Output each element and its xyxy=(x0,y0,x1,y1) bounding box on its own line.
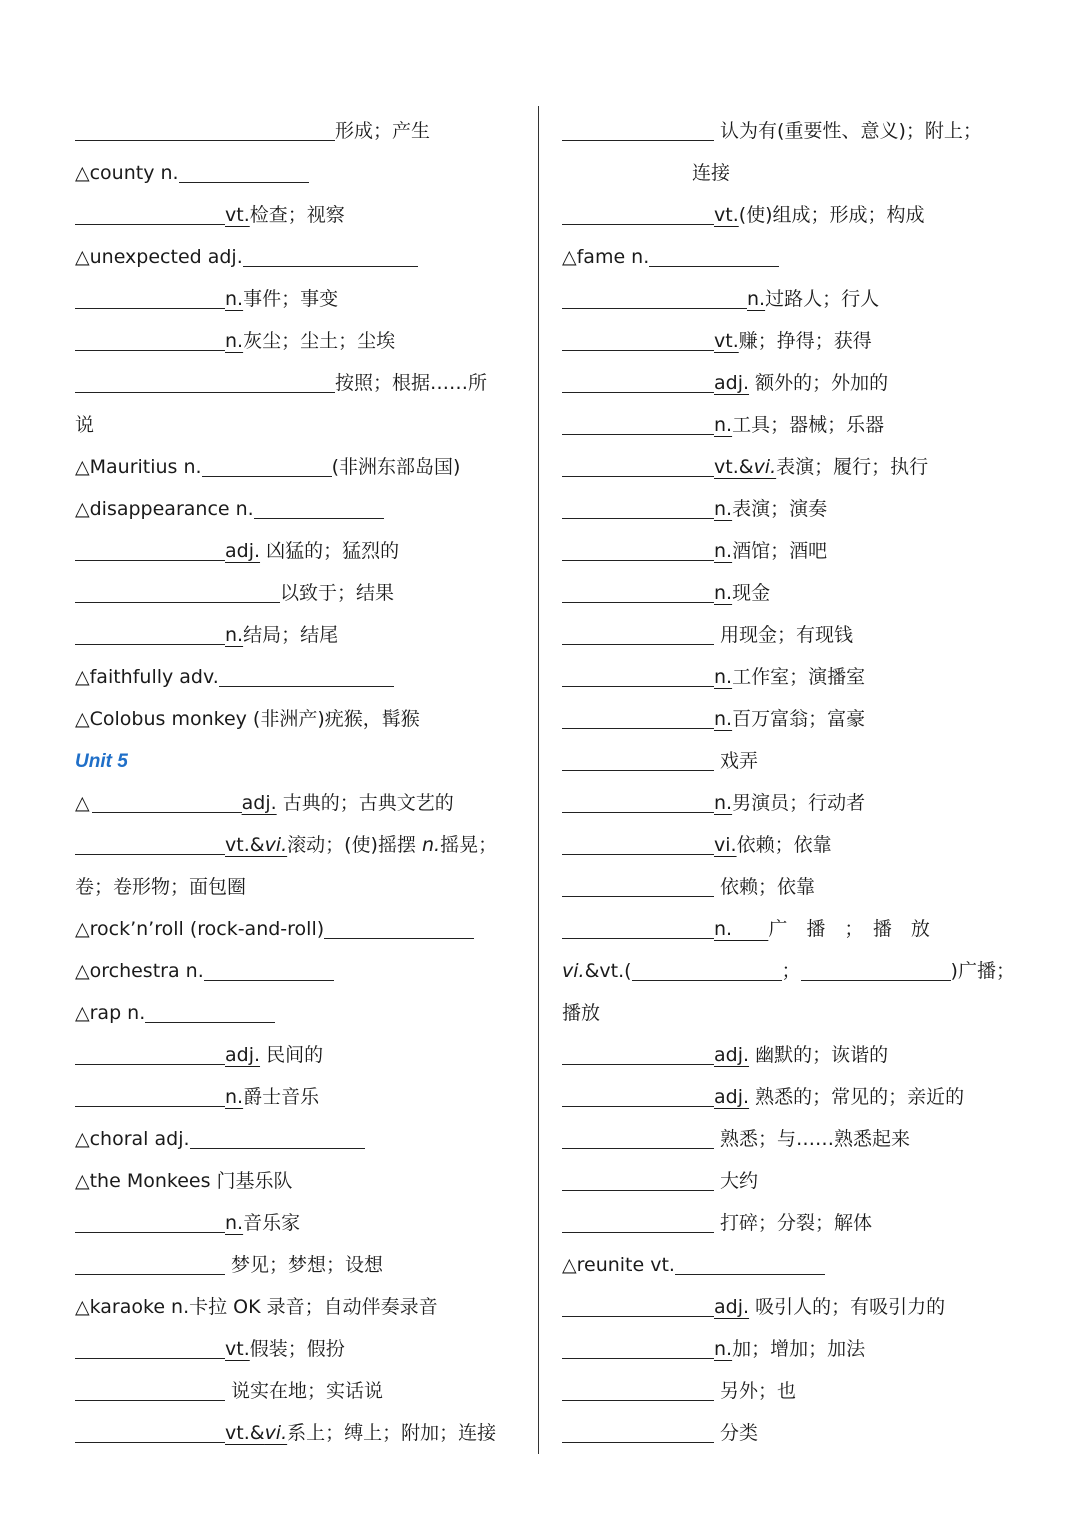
answer-blank[interactable] xyxy=(562,1332,714,1359)
definition-text: 音乐家 xyxy=(243,1212,301,1234)
answer-blank[interactable] xyxy=(75,1332,225,1359)
definition-text: 说 xyxy=(75,414,95,436)
column-divider xyxy=(538,106,539,1454)
part-of-speech: adj. xyxy=(714,1296,750,1318)
answer-blank[interactable] xyxy=(562,114,714,141)
answer-blank[interactable] xyxy=(562,1122,714,1149)
part-of-speech: n. xyxy=(225,330,244,352)
definition-text: 熟悉的；常见的；亲近的 xyxy=(749,1086,965,1108)
definition-text: 播放 xyxy=(562,1002,601,1024)
answer-blank[interactable] xyxy=(75,282,225,309)
definition-text: △Colobus monkey (非洲产)疣猴，髯猴 xyxy=(75,708,420,730)
part-of-speech: adj. xyxy=(714,1086,750,1108)
vocab-line xyxy=(75,278,525,320)
part-of-speech: adj. xyxy=(225,1044,261,1066)
vocab-word: △Mauritius n. xyxy=(75,456,202,478)
vocab-word: △county n. xyxy=(75,162,179,184)
answer-blank[interactable] xyxy=(75,1248,225,1275)
vocab-line xyxy=(562,1160,1012,1202)
answer-blank[interactable] xyxy=(75,576,280,603)
answer-blank[interactable] xyxy=(632,954,782,981)
vocab-line xyxy=(75,1160,525,1202)
vocab-word: △faithfully adv. xyxy=(75,666,219,688)
definition-text: 打碎；分裂；解体 xyxy=(714,1212,873,1234)
definition-text: 检查；视察 xyxy=(249,204,345,226)
part-of-speech: adj. xyxy=(714,372,750,394)
answer-blank[interactable] xyxy=(649,240,779,267)
part-of-speech: adj. xyxy=(241,792,277,814)
definition-text: 广 播 ； 播 放 xyxy=(768,918,930,940)
vocab-line xyxy=(75,1286,525,1328)
definition-text: 摇晃； xyxy=(440,834,498,856)
definition-text: △karaoke n.卡拉 OK 录音；自动伴奏录音 xyxy=(75,1296,438,1318)
vocab-line xyxy=(562,1370,1012,1412)
definition-text: 加；增加；加法 xyxy=(732,1338,866,1360)
vocab-word: △disappearance n. xyxy=(75,498,254,520)
answer-blank[interactable] xyxy=(202,450,332,477)
vocab-line xyxy=(75,530,525,572)
vocab-word: △fame n. xyxy=(562,246,650,268)
vocab-line xyxy=(75,1412,525,1454)
vocab-line xyxy=(562,362,1012,404)
definition-text: 民间的 xyxy=(260,1044,324,1066)
part-of-speech: vt.&vi. xyxy=(225,834,288,856)
vocab-word: △unexpected adj. xyxy=(75,246,243,268)
vocab-line xyxy=(75,698,525,740)
vocab-word: △reunite vt. xyxy=(562,1254,675,1276)
vocab-line xyxy=(75,782,525,824)
vocab-line xyxy=(562,614,1012,656)
part-of-speech: n. xyxy=(225,1212,244,1234)
vocab-line xyxy=(75,1118,525,1160)
answer-blank[interactable] xyxy=(562,1416,714,1443)
definition-text: 梦见；梦想；设想 xyxy=(225,1254,384,1276)
vocab-line xyxy=(75,866,525,908)
answer-blank[interactable] xyxy=(75,1080,225,1107)
definition-text: 用现金；有现钱 xyxy=(714,624,854,646)
definition-text: 以致于；结果 xyxy=(280,582,395,604)
definition-text: 事件；事变 xyxy=(243,288,339,310)
part-of-speech: n. xyxy=(747,288,766,310)
vocab-line xyxy=(562,1034,1012,1076)
vocab-line xyxy=(562,1286,1012,1328)
vocab-line xyxy=(75,908,525,950)
part-of-speech: vt. xyxy=(714,204,739,226)
definition-text: 表演；履行；执行 xyxy=(776,456,929,478)
vocab-line xyxy=(75,824,525,866)
answer-blank[interactable] xyxy=(145,996,275,1023)
answer-blank[interactable] xyxy=(562,198,714,225)
definition-text: 现金 xyxy=(732,582,771,604)
definition-text: 过路人；行人 xyxy=(765,288,880,310)
definition-text: 爵士音乐 xyxy=(243,1086,320,1108)
definition-text: 大约 xyxy=(714,1170,759,1192)
answer-blank[interactable] xyxy=(562,366,714,393)
answer-blank[interactable] xyxy=(243,240,418,267)
answer-blank[interactable] xyxy=(92,786,242,813)
definition-text: 假装；假扮 xyxy=(249,1338,345,1360)
answer-blank[interactable] xyxy=(562,1206,714,1233)
vocab-line xyxy=(75,656,525,698)
definition-text: 形成；产生 xyxy=(335,120,431,142)
answer-blank[interactable] xyxy=(75,1038,225,1065)
answer-blank[interactable] xyxy=(75,324,225,351)
answer-blank[interactable] xyxy=(562,618,714,645)
answer-blank[interactable] xyxy=(675,1248,825,1275)
vocab-line xyxy=(75,446,525,488)
vocab-line xyxy=(75,614,525,656)
vocab-line xyxy=(562,320,1012,362)
definition-text: 男演员；行动者 xyxy=(732,792,866,814)
answer-blank[interactable] xyxy=(75,1416,225,1443)
answer-blank[interactable] xyxy=(75,1374,225,1401)
vocab-line xyxy=(562,152,1012,194)
vocab-line xyxy=(75,1076,525,1118)
definition-text: 滚动；(使)摇摆 xyxy=(287,834,422,856)
definition-text: 凶猛的；猛烈的 xyxy=(260,540,400,562)
definition-text: (非洲东部岛国) xyxy=(331,456,461,478)
vocab-line xyxy=(75,488,525,530)
part-of-speech: vt. xyxy=(225,204,250,226)
definition-text: 幽默的；诙谐的 xyxy=(749,1044,889,1066)
part-of-speech: n. xyxy=(225,1086,244,1108)
answer-blank[interactable] xyxy=(562,828,714,855)
answer-blank[interactable] xyxy=(562,870,714,897)
definition-text: 额外的；外加的 xyxy=(749,372,889,394)
definition-text: 依赖；依靠 xyxy=(736,834,832,856)
vocab-line xyxy=(75,1370,525,1412)
part-of-speech: n. xyxy=(714,540,733,562)
vocab-line xyxy=(75,152,525,194)
vocab-line xyxy=(562,572,1012,614)
vocab-word: △rock’n’roll (rock-and-roll) xyxy=(75,918,325,940)
vocab-line xyxy=(562,194,1012,236)
answer-blank[interactable] xyxy=(562,702,714,729)
part-of-speech: n. xyxy=(714,918,769,940)
part-of-speech: n. xyxy=(714,1338,733,1360)
answer-blank[interactable] xyxy=(75,198,225,225)
definition-text: 酒馆；酒吧 xyxy=(732,540,828,562)
answer-blank[interactable] xyxy=(562,912,714,939)
part-of-speech: adj. xyxy=(225,540,261,562)
answer-blank[interactable] xyxy=(562,1374,714,1401)
definition-text: 连接 xyxy=(692,162,731,184)
answer-blank[interactable] xyxy=(75,534,225,561)
part-of-speech: vt. xyxy=(714,330,739,352)
vocab-line xyxy=(562,992,1012,1034)
definition-text: 熟悉；与……熟悉起来 xyxy=(714,1128,911,1150)
vocab-line xyxy=(562,866,1012,908)
answer-blank[interactable] xyxy=(801,954,951,981)
vocab-line xyxy=(75,320,525,362)
vocab-line xyxy=(562,656,1012,698)
vocab-line xyxy=(75,950,525,992)
answer-blank[interactable] xyxy=(179,156,309,183)
vocab-line xyxy=(75,110,525,152)
definition-text: 结局；结尾 xyxy=(243,624,339,646)
triangle-marker: △ xyxy=(75,792,90,814)
definition-text: 另外；也 xyxy=(714,1380,797,1402)
answer-blank[interactable] xyxy=(562,660,714,687)
separator-text: ； xyxy=(781,960,801,982)
part-of-speech: vt.&vi. xyxy=(225,1422,288,1444)
part-of-speech: n. xyxy=(714,792,733,814)
vocab-line xyxy=(562,110,1012,152)
definition-text: 卷；卷形物；面包圈 xyxy=(75,876,247,898)
definition-text: )广播； xyxy=(950,960,1015,982)
definition-text: 说实在地；实话说 xyxy=(225,1380,384,1402)
answer-blank[interactable] xyxy=(204,954,334,981)
answer-blank[interactable] xyxy=(562,282,747,309)
answer-blank[interactable] xyxy=(562,786,714,813)
vocab-line xyxy=(562,740,1012,782)
part-of-speech: n. xyxy=(225,624,244,646)
definition-text: &vt.( xyxy=(584,960,632,982)
vocab-line xyxy=(562,530,1012,572)
definition-text: △the Monkees 门基乐队 xyxy=(75,1170,293,1192)
vocab-line xyxy=(75,1244,525,1286)
part-of-speech: n. xyxy=(714,498,733,520)
part-of-speech: n. xyxy=(225,288,244,310)
vocab-line xyxy=(562,1118,1012,1160)
answer-blank[interactable] xyxy=(219,660,394,687)
answer-blank[interactable] xyxy=(562,1290,714,1317)
vocab-line xyxy=(75,404,525,446)
answer-blank[interactable] xyxy=(562,534,714,561)
vocab-line xyxy=(562,446,1012,488)
left-column xyxy=(75,110,525,1454)
answer-blank[interactable] xyxy=(75,618,225,645)
vocab-line xyxy=(562,1244,1012,1286)
vocab-line xyxy=(75,992,525,1034)
definition-text: 古典的；古典文艺的 xyxy=(276,792,454,814)
answer-blank[interactable] xyxy=(75,828,225,855)
answer-blank[interactable] xyxy=(75,1206,225,1233)
answer-blank[interactable] xyxy=(562,1038,714,1065)
vocab-line xyxy=(562,950,1015,992)
vocab-line xyxy=(562,404,1012,446)
vocab-line xyxy=(562,1202,1012,1244)
part-of-speech: vt. xyxy=(225,1338,250,1360)
definition-text: 系上；缚上；附加；连接 xyxy=(287,1422,497,1444)
part-of-speech: n. xyxy=(714,708,733,730)
vocab-line xyxy=(75,362,525,404)
vocab-line xyxy=(562,698,1012,740)
vocab-line xyxy=(562,236,1012,278)
answer-blank[interactable] xyxy=(562,450,714,477)
vocab-line xyxy=(75,572,525,614)
definition-text: 工作室；演播室 xyxy=(732,666,866,688)
definition-text: 分类 xyxy=(714,1422,759,1444)
definition-text: 工具；器械；乐器 xyxy=(732,414,885,436)
vocab-line xyxy=(562,488,1012,530)
answer-blank[interactable] xyxy=(75,366,335,393)
answer-blank[interactable] xyxy=(190,1122,365,1149)
part-of-speech: n. xyxy=(714,582,733,604)
answer-blank[interactable] xyxy=(562,492,714,519)
vocab-line xyxy=(75,1202,525,1244)
answer-blank[interactable] xyxy=(562,408,714,435)
vocab-word: △choral adj. xyxy=(75,1128,190,1150)
vocab-line xyxy=(562,782,1012,824)
part-of-speech-inline: vi. xyxy=(562,960,585,982)
answer-blank[interactable] xyxy=(562,1080,714,1107)
vocab-line xyxy=(562,824,1012,866)
vocab-line xyxy=(562,278,1012,320)
part-of-speech: n. xyxy=(714,666,733,688)
vocab-word: △orchestra n. xyxy=(75,960,204,982)
definition-text: (使)组成；形成；构成 xyxy=(738,204,925,226)
definition-text: 百万富翁；富豪 xyxy=(732,708,866,730)
answer-blank[interactable] xyxy=(562,576,714,603)
vocab-line xyxy=(75,236,525,278)
answer-blank[interactable] xyxy=(75,114,335,141)
answer-blank[interactable] xyxy=(324,912,474,939)
part-of-speech: vt.&vi. xyxy=(714,456,777,478)
vocab-line xyxy=(562,908,1012,950)
part-of-speech-inline: n. xyxy=(422,834,441,856)
answer-blank[interactable] xyxy=(562,744,714,771)
unit-heading: Unit 5 xyxy=(75,751,128,772)
vocab-line xyxy=(75,740,525,782)
vocab-line xyxy=(75,1034,525,1076)
definition-text: 依赖；依靠 xyxy=(714,876,816,898)
right-column xyxy=(562,110,1015,1454)
answer-blank[interactable] xyxy=(254,492,384,519)
answer-blank[interactable] xyxy=(562,1164,714,1191)
definition-text: 表演；演奏 xyxy=(732,498,828,520)
vocab-line xyxy=(75,1328,525,1370)
definition-text: 赚；挣得；获得 xyxy=(738,330,872,352)
vocab-line xyxy=(562,1328,1012,1370)
vocab-word: △rap n. xyxy=(75,1002,146,1024)
definition-text: 吸引人的；有吸引力的 xyxy=(749,1296,946,1318)
vocab-line xyxy=(562,1076,1012,1118)
part-of-speech: vi. xyxy=(714,834,737,856)
definition-text: 认为有(重要性、意义)；附上； xyxy=(714,120,982,142)
definition-text: 按照；根据……所 xyxy=(335,372,488,394)
definition-text: 戏弄 xyxy=(714,750,759,772)
definition-text: 灰尘；尘土；尘埃 xyxy=(243,330,396,352)
part-of-speech: n. xyxy=(714,414,733,436)
vocab-line xyxy=(75,194,525,236)
answer-blank[interactable] xyxy=(562,324,714,351)
vocab-line xyxy=(562,1412,1012,1454)
part-of-speech: adj. xyxy=(714,1044,750,1066)
